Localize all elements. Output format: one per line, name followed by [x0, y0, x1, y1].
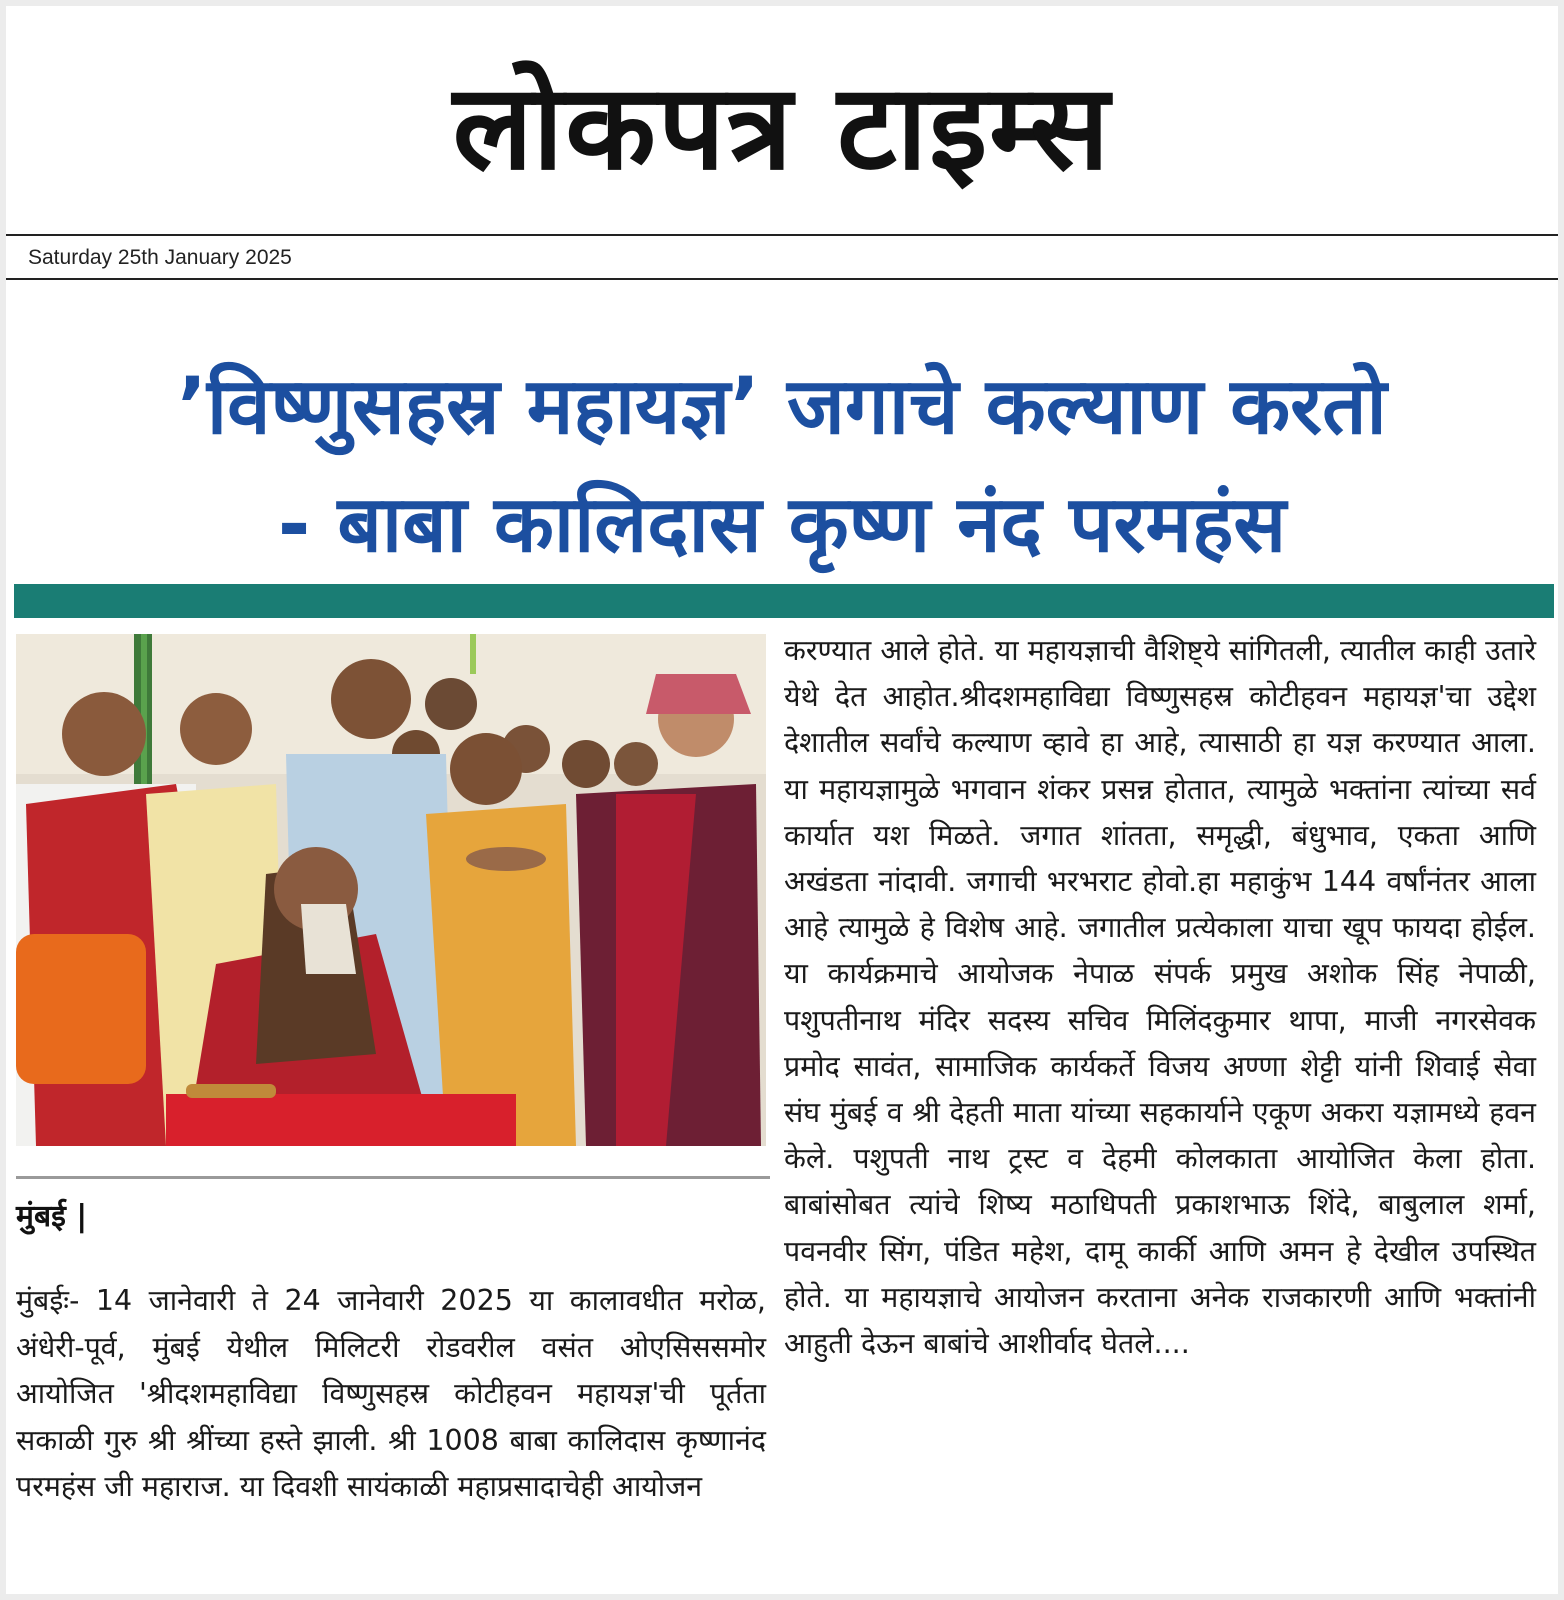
article-body-left: मुंबईः- 14 जानेवारी ते 24 जानेवारी 2025 या कालावधीत मरोळ, अंधेरी-पूर्व, मुंबई येथील मिलिटरी रोडवरील वसंत ओएसिससमोर आयोजित 'श्रीदशमहाविद्या विष्णुसहस्र कोटीहवन महायज्ञ'ची पूर्तता सकाळी गुरु श्री श्रींच्या हस्ते झाली. श्री 1008 बाबा कालिदास कृष्णानंद परमहंस जी महाराज. या दिवशी सायंकाळी महाप्रसादाचेही आयोजन [16, 1284, 766, 1503]
headline-line-2: - बाबा कालिदास कृष्ण नंद परमहंस [277, 480, 1287, 570]
headline [6, 348, 1558, 584]
issue-date: Saturday 25th January 2025 [28, 246, 292, 269]
headline-divider-band [14, 584, 1554, 618]
masthead [6, 6, 1558, 234]
masthead-rule-bottom [6, 278, 1558, 280]
article-body-right: करण्यात आले होते. या महायज्ञाची वैशिष्ट्ये सांगितली, त्यातील काही उतारे येथे देत आहोत.श्रीदशमहाविद्या विष्णुसहस्र कोटीहवन महायज्ञ'चा उद्देश देशातील सर्वांचे कल्याण व्हावे हा आहे, त्यासाठी हा यज्ञ करण्यात आला. या महायज्ञामुळे भगवान शंकर प्रसन्न होतात, त्यामुळे भक्तांना त्यांच्या सर्व कार्यात यश मिळते. जगात शांतता, समृद्धी, बंधुभाव, एकता आणि अखंडता नांदावी. जगाची भरभराट होवो.हा महाकुंभ 144 वर्षांनंतर आला आहे त्यामुळे हे विशेष आहे. जगातील प्रत्येकाला याचा खूप फायदा होईल. या कार्यक्रमाचे आयोजक नेपाळ संपर्क प्रमुख अशोक सिंह नेपाळी, पशुपतीनाथ मंदिर सदस्य सचिव मिलिंदकुमार थापा, माजी नगरसेवक प्रमोद सावंत, सामाजिक कार्यकर्ते विजय अण्णा शेट्टी यांनी शिवाई सेवा संघ मुंबई व श्री देहती माता यांच्या सहकार्याने एकूण अकरा यज्ञामध्ये हवन केले. पशुपती नाथ ट्रस्ट व देहमी कोलकाता आयोजित केला होता. बाबांसोबत त्यांचे शिष्य मठाधिपती प्रकाशभाऊ शिंदे, बाबुलाल शर्मा, पवनवीर सिंग, पंडित महेश, दामू कार्की आणि अमन हे देखील उपस्थित होते. या महायज्ञाचे आयोजन करताना अनेक राजकारणी आणि भक्तांनी आहुती देऊन बाबांचे आशीर्वाद घेतले.... [784, 634, 1536, 1361]
ceremony-photo-illustration [16, 634, 766, 1146]
headline-line-1: ’विष्णुसहस्र महायज्ञ’ जगाचे कल्याण करतो [177, 362, 1387, 452]
news-photo [16, 634, 766, 1146]
newspaper-page [6, 6, 1558, 1594]
column-rule [16, 1176, 770, 1179]
newspaper-title: लोकपत्र टाइम्स [452, 57, 1112, 196]
masthead-rule-top [6, 234, 1558, 236]
dateline-city: मुंबई | [16, 1199, 88, 1234]
